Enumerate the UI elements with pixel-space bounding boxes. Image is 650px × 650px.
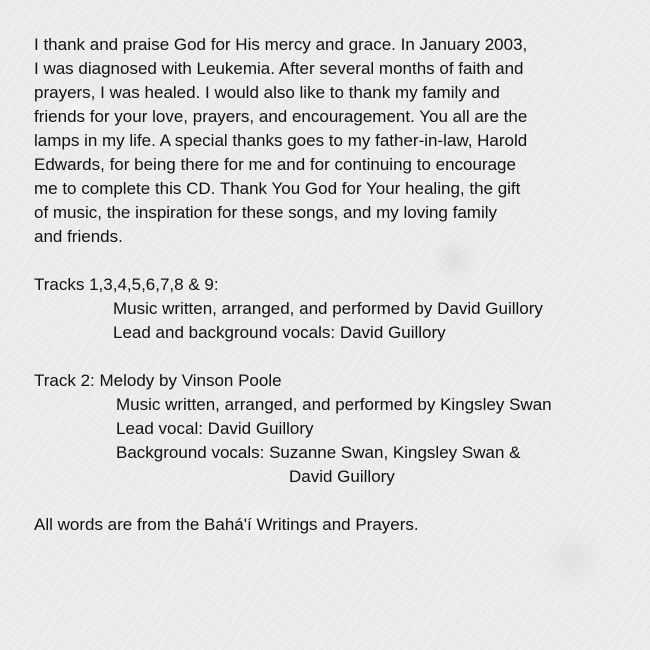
credits-track-2-group: [34, 369, 634, 489]
credit-line: Music written, arranged, and performed by Kingsley Swan: [116, 395, 552, 414]
spacer: [34, 489, 634, 513]
credits-tracks-group: [34, 273, 634, 345]
credit-line: Lead vocal: David Guillory: [116, 419, 314, 438]
acknowledgement-paragraph: I thank and praise God for His mercy and grace. In January 2003, I was diagnosed with Leukemia. After several months of faith and prayers, I was healed. I would also like to thank my family and friends for your love, prayers, and encouragement. You all are the lamps in my life. A special thanks goes to my father-in-law, Harold Edwards, for being there for me and for continuing to encourage me to complete this CD. Thank You God for Your healing, the gift of music, the inspiration for these songs, and my loving family and friends.: [34, 35, 528, 246]
credit-line: Lead and background vocals: David Guillory: [113, 323, 446, 342]
spacer: [34, 249, 634, 273]
credit-line-continuation: David Guillory: [289, 467, 395, 486]
credit-line: Music written, arranged, and performed by David Guillory: [113, 299, 543, 318]
credits-heading: Tracks 1,3,4,5,6,7,8 & 9:: [34, 275, 219, 294]
credits-heading: Track 2: Melody by Vinson Poole: [34, 371, 282, 390]
spacer: [34, 345, 634, 369]
liner-notes-page: [34, 33, 634, 537]
closing-statement: All words are from the Bahá'í Writings and Prayers.: [34, 515, 419, 534]
credit-line: Background vocals: Suzanne Swan, Kingsley Swan &: [116, 443, 521, 462]
